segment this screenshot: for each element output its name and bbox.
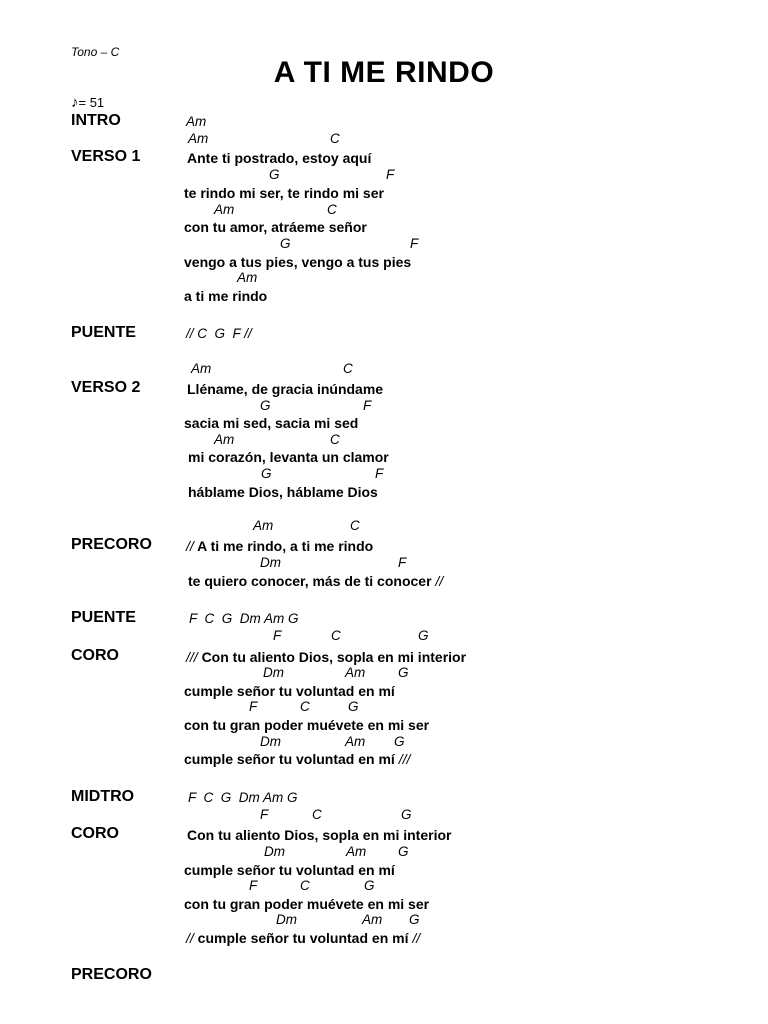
- chord-line: F C G Dm Am G: [188, 790, 298, 805]
- section-precoro-2: PRECORO: [71, 966, 152, 983]
- chord: Am: [188, 131, 209, 146]
- lyric-text: te quiero conocer, más de ti conocer: [188, 573, 432, 589]
- chord: Dm: [264, 844, 285, 859]
- lyric-line: [186, 930, 420, 946]
- chord: F: [260, 807, 269, 822]
- chord: G: [364, 878, 375, 893]
- chord: Am: [345, 665, 366, 680]
- lyric-line: Ante ti postrado, estoy aquí: [187, 150, 372, 166]
- chord: Am: [345, 734, 366, 749]
- chord: Am: [362, 912, 383, 927]
- chord: G: [348, 699, 359, 714]
- chord: F: [363, 398, 372, 413]
- chord: F: [398, 555, 407, 570]
- key-label: Tono – C: [71, 45, 120, 59]
- lyric-line: sacia mi sed, sacia mi sed: [184, 415, 359, 431]
- lyric-text: A ti me rindo, a ti me rindo: [197, 538, 374, 554]
- lyric-line: cumple señor tu voluntad en mí: [184, 683, 395, 699]
- chord: G: [398, 665, 409, 680]
- section-precoro-1: PRECORO: [71, 536, 152, 553]
- chord: C: [330, 131, 340, 146]
- repeat-mark: ///: [186, 649, 198, 665]
- section-puente-2: PUENTE: [71, 609, 136, 626]
- section-midtro: MIDTRO: [71, 788, 135, 805]
- chord: Dm: [263, 665, 284, 680]
- lyric-line: vengo a tus pies, vengo a tus pies: [184, 254, 412, 270]
- chord: Am: [214, 202, 235, 217]
- chord: C: [331, 628, 341, 643]
- chord: G: [280, 236, 291, 251]
- repeat-mark: //: [186, 538, 194, 554]
- chord: Am: [346, 844, 367, 859]
- chord: Am: [237, 270, 258, 285]
- chord: C: [312, 807, 322, 822]
- chord: C: [330, 432, 340, 447]
- lyric-line: [186, 649, 466, 665]
- tempo-value: = 51: [78, 95, 105, 110]
- lyric-line: háblame Dios, háblame Dios: [188, 484, 378, 500]
- section-coro-2: CORO: [71, 825, 119, 842]
- chord: F: [249, 699, 258, 714]
- section-puente-1: PUENTE: [71, 324, 136, 341]
- lyric-line: Con tu aliento Dios, sopla en mi interior: [187, 827, 452, 843]
- repeat-mark: //: [186, 930, 194, 946]
- chord: C: [343, 361, 353, 376]
- lyric-line: cumple señor tu voluntad en mí: [184, 862, 395, 878]
- chord: F: [386, 167, 395, 182]
- chord: C: [300, 699, 310, 714]
- lyric-line: [184, 751, 410, 767]
- chord: G: [418, 628, 429, 643]
- chord: F: [273, 628, 282, 643]
- chord: G: [398, 844, 409, 859]
- section-verso-2: VERSO 2: [71, 379, 141, 396]
- chord: Dm: [260, 734, 281, 749]
- chord: G: [260, 398, 271, 413]
- chord: F: [375, 466, 384, 481]
- lyric-line: [188, 573, 443, 589]
- lyric-text: cumple señor tu voluntad en mí: [197, 930, 409, 946]
- chord: G: [409, 912, 420, 927]
- lyric-line: a ti me rindo: [184, 288, 268, 304]
- section-intro: INTRO: [71, 112, 121, 129]
- section-coro-1: CORO: [71, 647, 119, 664]
- chord: Am: [253, 518, 274, 533]
- chord: Dm: [260, 555, 281, 570]
- chord: G: [261, 466, 272, 481]
- lyric-line: te rindo mi ser, te rindo mi ser: [184, 185, 384, 201]
- lyric-text: cumple señor tu voluntad en mí: [184, 751, 395, 767]
- chord: F: [249, 878, 258, 893]
- chord: Dm: [276, 912, 297, 927]
- chord: Am: [214, 432, 235, 447]
- lyric-line: con tu amor, atráeme señor: [184, 219, 367, 235]
- section-verso-1: VERSO 1: [71, 148, 141, 165]
- lyric-line: con tu gran poder muévete en mi ser: [184, 717, 430, 733]
- tempo-marking: [71, 94, 104, 111]
- chord: G: [394, 734, 405, 749]
- repeat-mark: ///: [398, 751, 411, 767]
- chord-line: // C G F //: [186, 326, 252, 341]
- chord: C: [300, 878, 310, 893]
- chord: C: [327, 202, 337, 217]
- chord: G: [269, 167, 280, 182]
- lyric-line: [186, 538, 373, 554]
- chord: G: [401, 807, 412, 822]
- repeat-mark: //: [435, 573, 444, 589]
- lyric-line: mi corazón, levanta un clamor: [188, 449, 389, 465]
- chord: Am: [191, 361, 212, 376]
- lyric-line: Lléname, de gracia inúndame: [187, 381, 384, 397]
- chord-line: F C G Dm Am G: [189, 611, 299, 626]
- chord: F: [410, 236, 419, 251]
- lyric-text: Con tu aliento Dios, sopla en mi interior: [201, 649, 467, 665]
- lyric-line: con tu gran poder muévete en mi ser: [184, 896, 430, 912]
- chord-line: Am: [186, 114, 207, 129]
- repeat-mark: //: [412, 930, 421, 946]
- chord: C: [350, 518, 360, 533]
- song-title: A TI ME RINDO: [273, 56, 495, 89]
- eighth-note-icon: ♪: [71, 94, 79, 111]
